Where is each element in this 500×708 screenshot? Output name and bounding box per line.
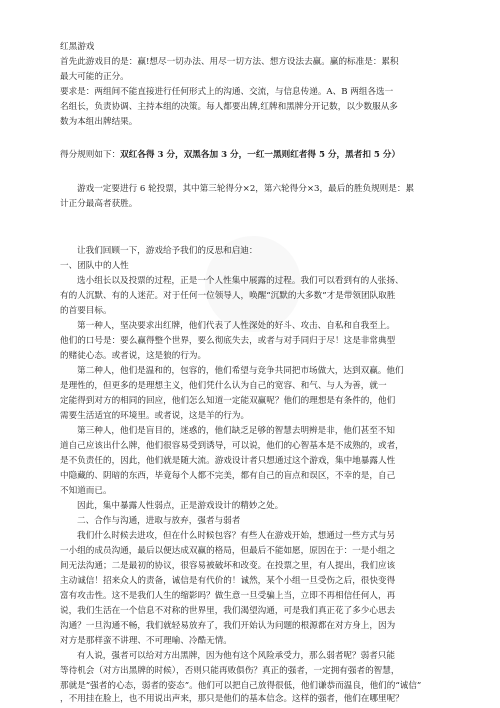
section1-line-12: 道自己应该出什么牌，他们很容易受到诱导，可以说，他们的心智基本是不成熟的，或者，	[60, 441, 404, 451]
intro-line-4: 名组长，负责协调、主持本组的决策。每人都要出牌,红牌和黑牌分开记数，以少数服从多	[60, 102, 398, 112]
score-rule	[60, 148, 445, 162]
section2-line-8: 对方是那样蛮不讲理、不可理喻、冷酷无情。	[60, 636, 232, 646]
section2-line-11: 那就是“强者的心态，弱者的姿态”。他们可以把自己放得很低，他们谦恭而温良，他们的“诚信”	[60, 681, 422, 691]
section1-line-2: 有的人沉默、有的人迷茫。对于任何一位领导人，唤醒“沉默的大多数”才是带领团队取胜	[60, 291, 396, 301]
section1-line-9: 定能得到对方的相同的回应，他们怎么知道一定能双赢呢？他们的理想是有条件的，他们	[60, 396, 396, 406]
section1-line-13: 是不负责任的，因此，他们就是随大流。游戏设计者只想通过这个游戏，集中地暴露人性	[60, 456, 396, 466]
section1-line-4: 第一种人，坚决要求出红牌，他们代表了人性深处的好斗、攻击、自私和自我至上。	[77, 321, 395, 331]
intro-line-1: 首先此游戏目的是：赢!想尽一切办法、用尽一切方法、想方设法去赢。赢的标准是：累积	[60, 57, 399, 67]
section1-line-8: 是理性的，但更多的是理想主义，他们凭什么认为自己的宽容、和气、与人为善，就一	[60, 381, 387, 391]
section2-line-1: 我们什么时候去进攻，但在什么时候包容？有些人在游戏开始，想通过一些方式与另	[77, 531, 395, 541]
intro-line-2: 最大可能的正分。	[60, 72, 129, 82]
section1-line-1: 选小组长以及投票的过程，正是一个人性集中展露的过程。我们可以看到有的人张扬、	[77, 276, 404, 286]
doc-title: 红黑游戏	[60, 42, 95, 52]
section2-heading: 二、合作与沟通，进取与放弃，强者与弱者	[77, 516, 241, 526]
intro-line-5: 数为本组出牌结果。	[60, 117, 138, 127]
section1-line-15: 不知道而已。	[60, 486, 112, 496]
section2-line-2: 一小组的成员沟通，最后以便达成双赢的格局，但最后不能如愿，原因在于：一是小组之	[60, 546, 396, 556]
section2-line-6: 说，我们生活在一个信息不对称的世界里，我们渴望沟通，可是我们真正花了多少心思去	[60, 606, 396, 616]
reflection-intro: 让我们回顾一下，游戏给予我们的反思和启迪：	[77, 246, 258, 256]
section2-line-5: 富有攻击性。这不是我们人生的缩影吗？做生意一旦受骗上当，立即不再相信任何人，再	[60, 591, 396, 601]
score-rule-detail: 双红各得 3 分，双黑各加 3 分，一红一黑则红者得 5 分，黑者扣 5 分）	[120, 150, 401, 160]
intro-line-3: 要求是：两组间不能直接进行任何形式上的沟通、交流，与信息传递。A、B 两组各选一	[60, 87, 394, 97]
section2-line-7: 沟通？一旦沟通不畅，我们就轻易放弃了，我们开始认为问题的根源都在对方身上，因为	[60, 621, 396, 631]
section2-line-4: 主动诚信！招来众人的责备，诚信是有代价的！诚然，某个小组一旦受伤之后，很快变得	[60, 576, 396, 586]
section1-line-16: 因此，集中暴露人性弱点，正是游戏设计的精妙之处。	[77, 501, 284, 511]
score-rule-prefix: 得分规则如下：	[60, 150, 121, 160]
section1-line-3: 的首要目标。	[60, 306, 112, 316]
section2-line-9: 有人说，强者可以给对方出黑牌，因为他有这个风险承受力，那么弱者呢？弱者只能	[77, 651, 395, 661]
section1-line-11: 第三种人，他们是盲目的，迷惑的，他们缺乏足够的智慧去明辨是非，他们甚至不知	[77, 426, 395, 436]
rounds-line-2: 计正分最高者获胜。	[60, 199, 138, 209]
rounds-line-1: 游戏一定要进行 6 轮投票，其中第三轮得分×2，第六轮得分×3，最后的胜负规则是：累	[77, 184, 415, 194]
section1-heading: 一、团队中的人性	[60, 261, 129, 271]
section1-line-14: 中隐藏的、阴暗的东西，毕竟每个人都不完美，都有自己的盲点和误区，不幸的是，自己	[60, 471, 396, 481]
section1-line-7: 第二种人，他们是温和的，包容的，他们希望与竞争共同把市场做大，达到双赢。他们	[77, 366, 404, 376]
section1-line-6: 的赌徒心态。或者说，这是狼的行为。	[60, 351, 207, 361]
section1-line-5: 他们的口号是：要么赢得整个世界，要么彻底失去，或者与对手同归于尽！这是非常典型	[60, 336, 396, 346]
section2-line-3: 间无法沟通；二是最初的协议，很容易被破坏和改变。在投票之里，有人提出，我们应该	[60, 561, 396, 571]
section2-line-12: ，不用挂在脸上，也不用说出声来，那只是他们的基本信念。这样的强者，他们在哪里呢？	[60, 694, 404, 704]
section2-line-10: 等待机会（对方出黑牌的时候），否则只能再败俱伤？真正的强者，一定拥有强者的智慧，	[60, 666, 400, 676]
section1-line-10: 需要生活适宜的环境里。或者说，这是羊的行为。	[60, 411, 250, 421]
